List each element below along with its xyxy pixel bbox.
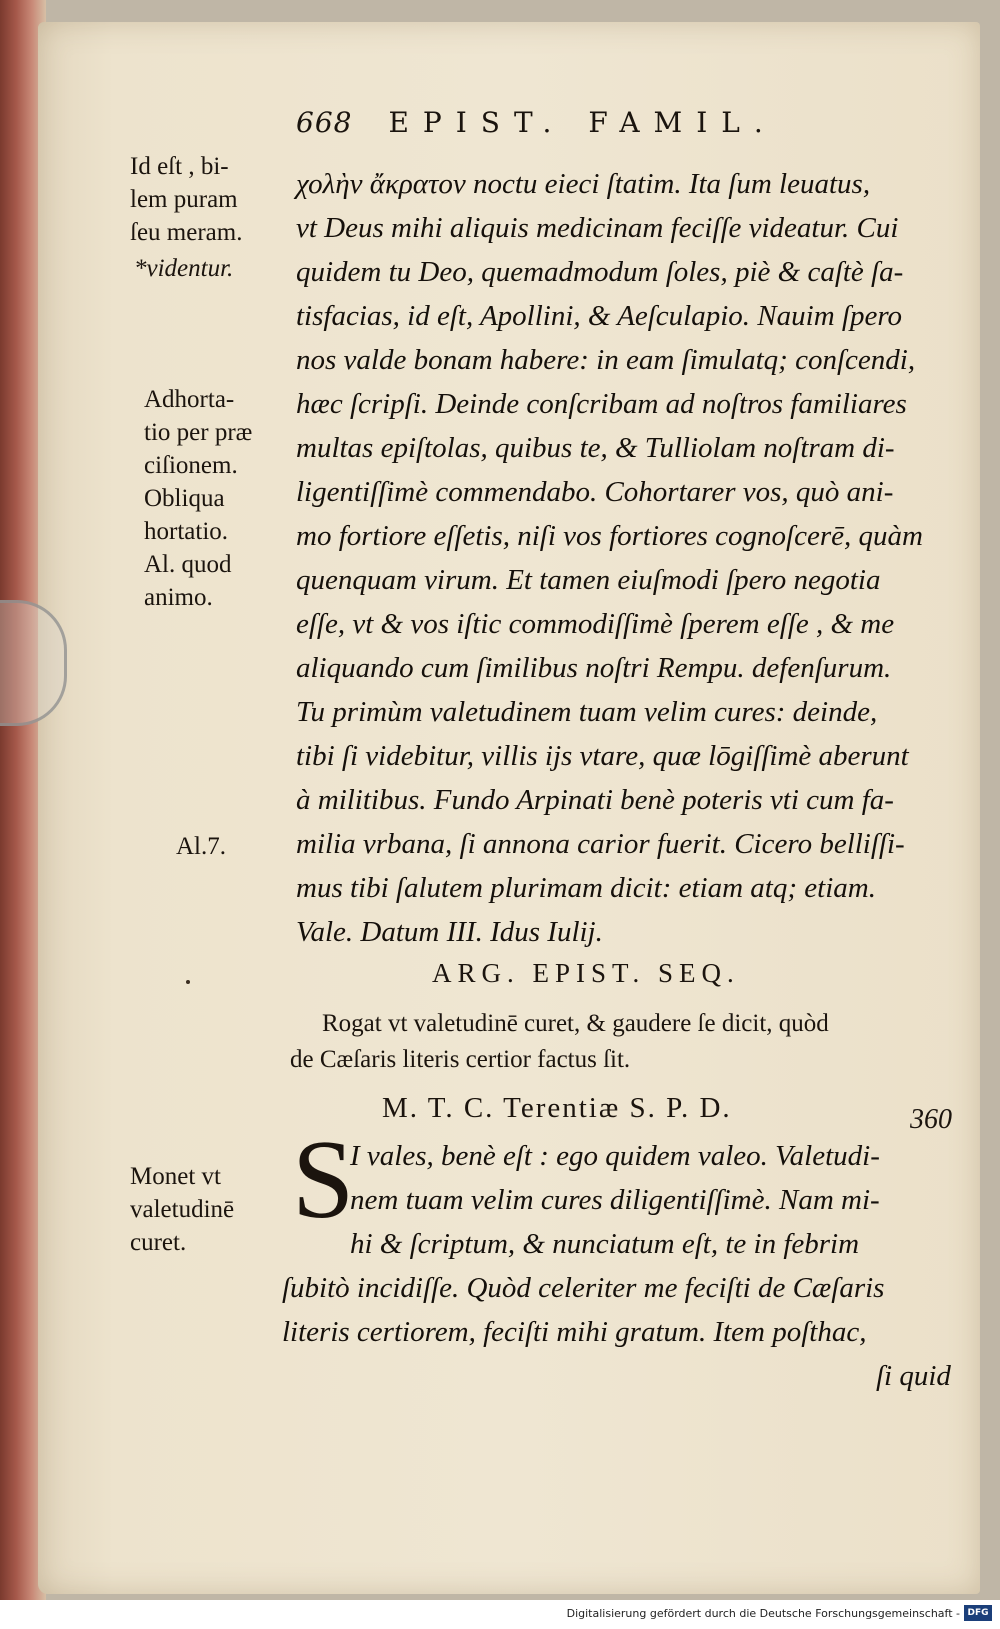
page-number: 668 bbox=[296, 106, 353, 139]
body-line: quidem tu Deo, quemadmodum ſoles, piè & caſtè ſa- bbox=[296, 256, 904, 288]
body-line: vt Deus mihi aliquis medicinam feciſſe videatur. Cui bbox=[296, 212, 899, 244]
body-line: multas epiſtolas, quibus te, & Tulliolam noſtram di- bbox=[296, 432, 895, 464]
margin-note-line: Obliqua bbox=[144, 485, 225, 512]
letter-salutation: M. T. C. Terentiæ S. P. D. bbox=[382, 1092, 732, 1124]
margin-note-bilem bbox=[130, 150, 290, 249]
margin-note-line: lem puram bbox=[130, 186, 238, 213]
margin-note-adhortatio bbox=[144, 383, 304, 614]
margin-note-line: Adhorta- bbox=[144, 386, 235, 413]
body-line: aliquando cum ſimilibus noſtri Rempu. defenſurum. bbox=[296, 652, 892, 684]
body-line: quenquam virum. Et tamen eiuſmodi ſpero negotia bbox=[296, 564, 881, 596]
letter-line: literis certiorem, feciſti mihi gratum. Item poſthac, bbox=[282, 1316, 867, 1348]
letter-line: ſubitò incidiſſe. Quòd celeriter me feciſti de Cæſaris bbox=[282, 1272, 885, 1304]
argument-heading: ARG. EPIST. SEQ. bbox=[432, 958, 740, 988]
margin-note-line: ſeu meram. bbox=[130, 219, 243, 246]
margin-note-line: curet. bbox=[130, 1229, 187, 1256]
body-line: nos valde bonam habere: in eam ſimulatq; conſcendi, bbox=[296, 344, 916, 376]
body-line: ligentiſſimè commendabo. Cohortarer vos, quò ani- bbox=[296, 476, 894, 508]
argument-line: Rogat vt valetudinē curet, & gaudere ſe dicit, quòd bbox=[322, 1010, 829, 1037]
margin-note-line: Monet vt bbox=[130, 1163, 221, 1190]
body-line: mo fortiore eſſetis, niſi vos fortiores cognoſcerē, quàm bbox=[296, 520, 923, 552]
letter-line: I vales, benè eſt : ego quidem valeo. Valetudi- bbox=[350, 1140, 880, 1172]
body-line: tisfacias, id eſt, Apollini, & Aeſculapio. Nauim ſpero bbox=[296, 300, 903, 332]
body-line: Tu primùm valetudinem tuam velim cures: deinde, bbox=[296, 696, 878, 728]
letter-line: ſi quid bbox=[876, 1360, 951, 1392]
dfg-logo: DFG bbox=[964, 1605, 992, 1621]
drop-cap: S bbox=[292, 1118, 355, 1242]
body-line: milia vrbana, ſi annona carior fuerit. Cicero belliſſi- bbox=[296, 828, 905, 860]
running-head bbox=[296, 106, 856, 139]
margin-note-line: tio per præ bbox=[144, 419, 253, 446]
margin-note-line: Id eſt , bi- bbox=[130, 153, 229, 180]
body-line: hæc ſcripſi. Deinde conſcribam ad noſtros familiares bbox=[296, 388, 907, 420]
letter-number: 360 bbox=[910, 1104, 952, 1135]
body-line: eſſe, vt & vos iſtic commodiſſimè ſperem eſſe , & me bbox=[296, 608, 895, 640]
body-line: à militibus. Fundo Arpinati benè poteris vti cum fa- bbox=[296, 784, 894, 816]
margin-note-line: valetudinē bbox=[130, 1196, 235, 1223]
margin-note-line: Al.7. bbox=[176, 833, 226, 860]
margin-note-monet bbox=[130, 1160, 290, 1259]
letter-line: hi & ſcriptum, & nunciatum eſt, te in febrim bbox=[350, 1228, 860, 1260]
letter-line: nem tuam velim cures diligentiſſimè. Nam mi- bbox=[350, 1184, 880, 1216]
margin-note-line: ciſionem. bbox=[144, 452, 238, 479]
argument-line: de Cæſaris literis certior factus ſit. bbox=[290, 1046, 631, 1073]
margin-note-line: animo. bbox=[144, 584, 213, 611]
margin-note-line: Al. quod bbox=[144, 551, 232, 578]
body-line: Vale. Datum III. Idus Iulij. bbox=[296, 916, 603, 948]
body-line: χολὴν ἄκρατον noctu eieci ſtatim. Ita ſum leuatus, bbox=[296, 168, 871, 200]
margin-note-line: *videntur. bbox=[134, 255, 234, 282]
body-line: mus tibi ſalutem plurimam dicit: etiam atq; etiam. bbox=[296, 872, 876, 904]
ink-dot bbox=[186, 980, 190, 984]
margin-note-line: hortatio. bbox=[144, 518, 229, 545]
body-line: tibi ſi videbitur, villis ijs vtare, quæ lōgiſſimè aberunt bbox=[296, 740, 909, 772]
digitization-credit: Digitalisierung gefördert durch die Deutsche Forschungsgemeinschaft - bbox=[566, 1607, 960, 1620]
running-title: EPIST. FAMIL. bbox=[388, 106, 777, 139]
margin-note-videntur bbox=[134, 252, 294, 285]
